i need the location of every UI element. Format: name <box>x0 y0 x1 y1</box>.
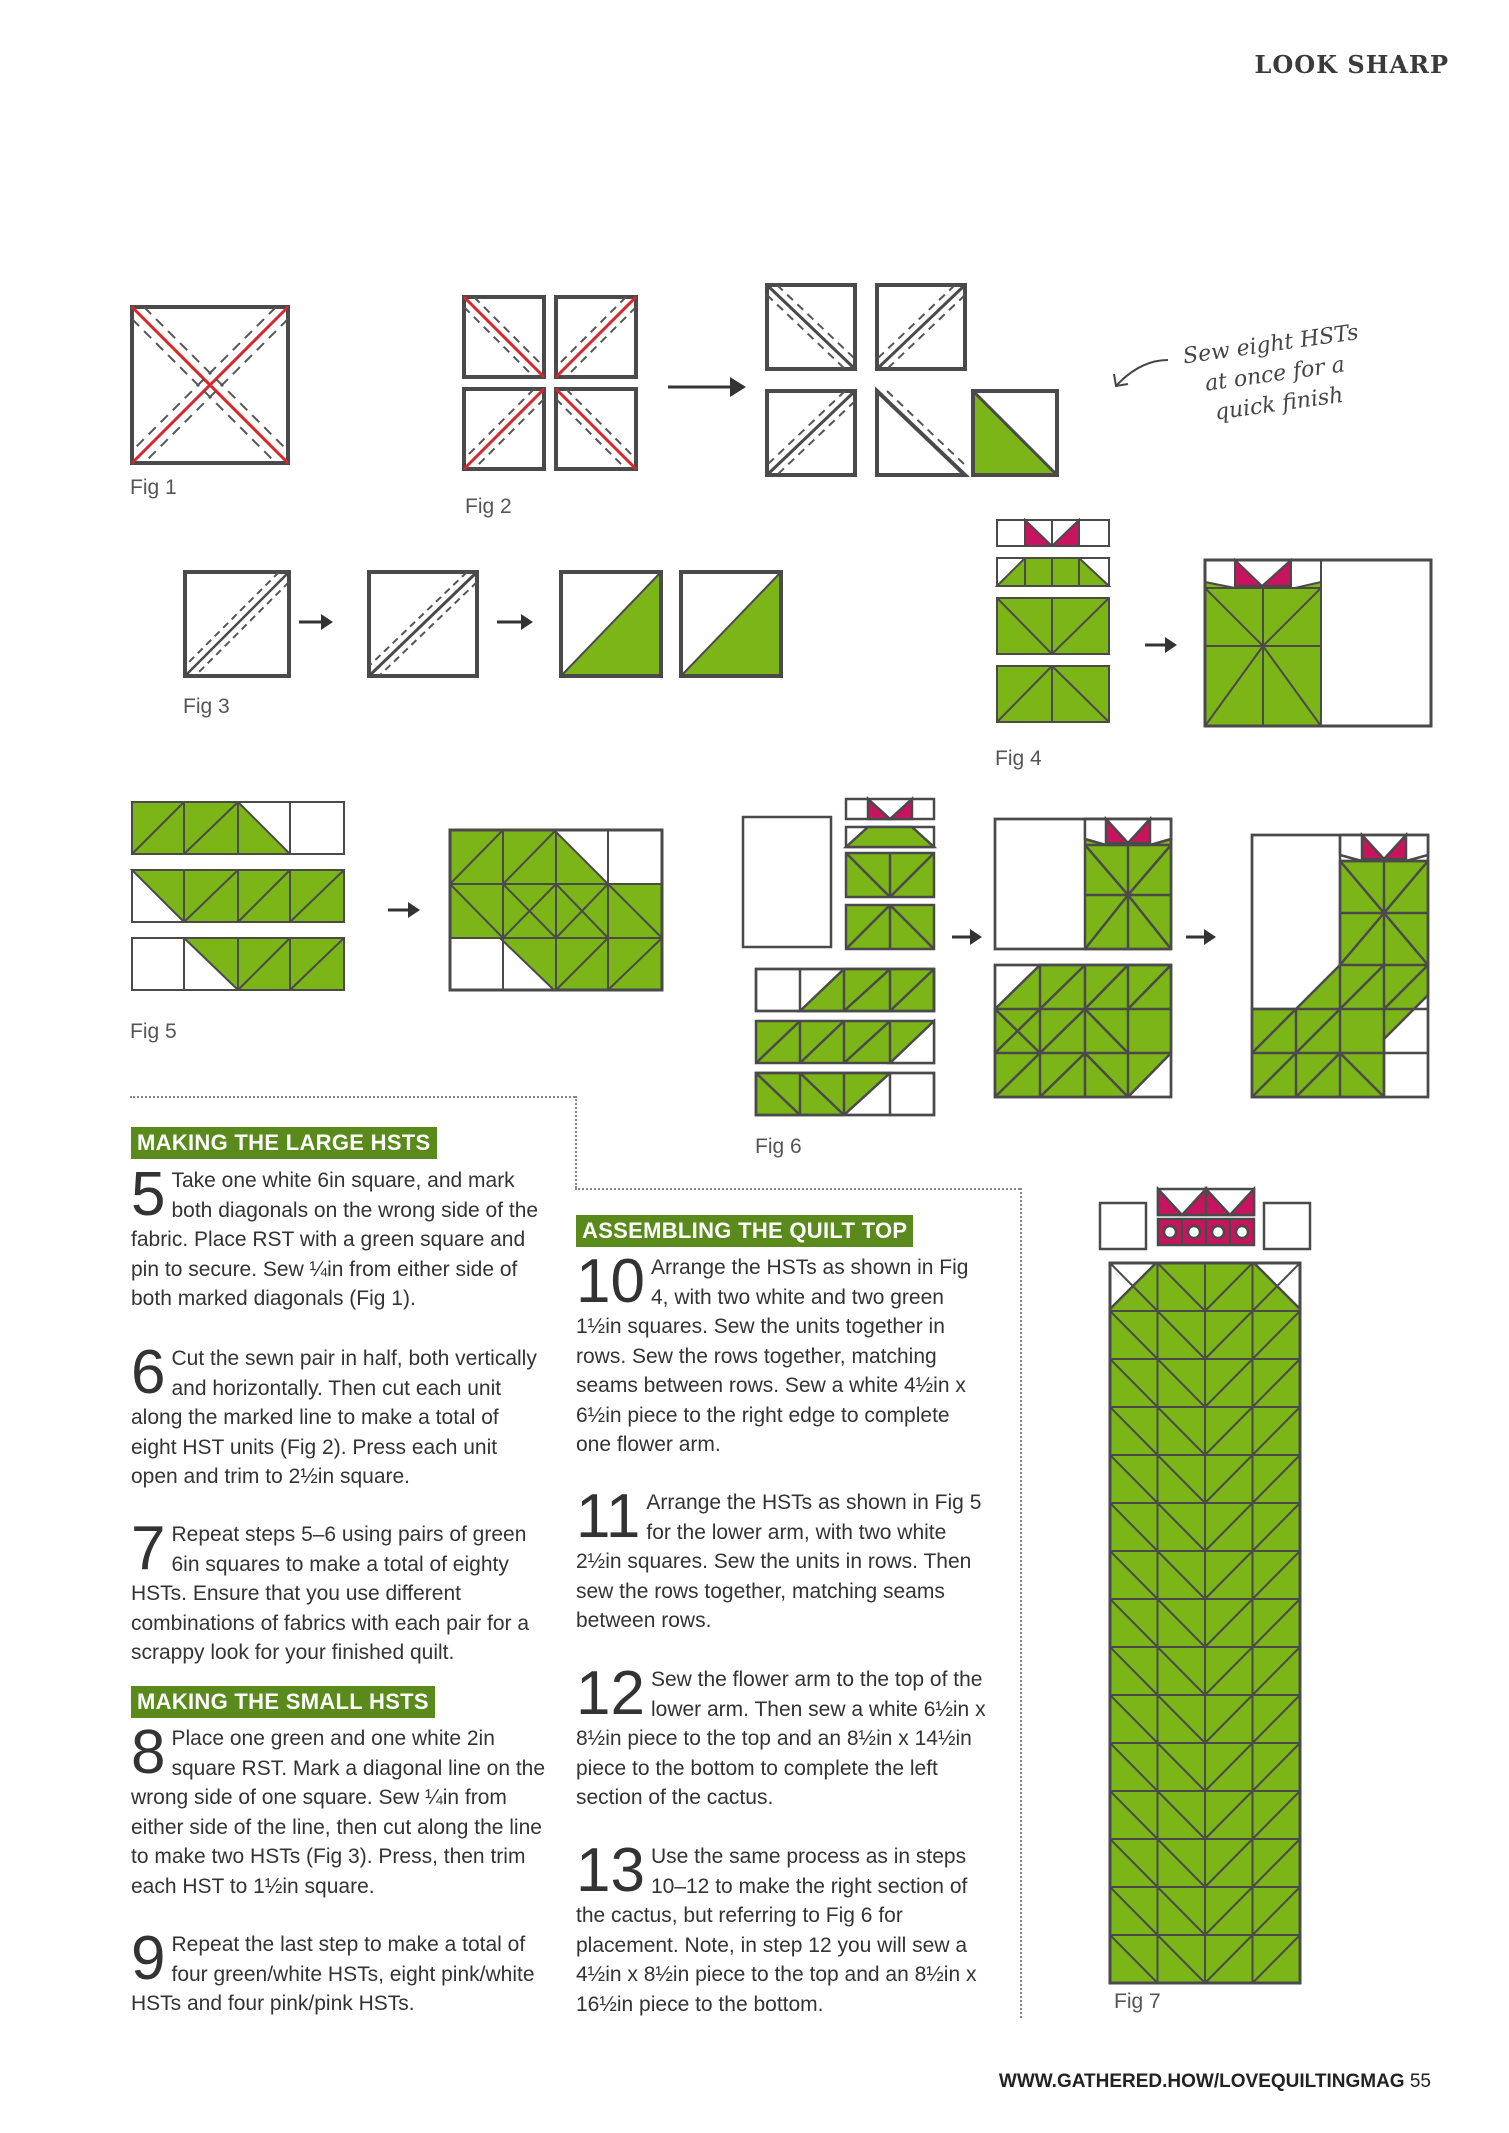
step-text: Cut the sewn pair in half, both vertically and horizontally. Then cut each unit along the marked line to make a total of eight HST units (Fig 2). Press each unit open and trim to 2½in square. <box>131 1347 537 1488</box>
step-number: 9 <box>131 1924 166 1993</box>
fig1-caption: Fig 1 <box>130 476 177 499</box>
step-10 <box>576 1247 986 1460</box>
fig6-caption: Fig 6 <box>755 1135 802 1158</box>
step-text: Arrange the HSTs as shown in Fig 5 for the lower arm, with two white 2½in squares. Sew the units in rows. Then sew the rows together, matching seams between rows. <box>576 1491 982 1632</box>
step-number: 5 <box>131 1160 166 1229</box>
step-number: 12 <box>576 1659 645 1728</box>
heading-assembling: ASSEMBLING THE QUILT TOP <box>576 1215 913 1247</box>
step-text: Sew the flower arm to the top of the lower arm. Then sew a white 6½in x 8½in piece to the top and an 8½in x 14½in piece to the bottom to complete the left section of the cactus. <box>576 1668 986 1809</box>
step-text: Use the same process as in steps 10–12 to make the right section of the cactus, but referring to Fig 6 for placement. Note, in step 12 you will sew a 4½in x 8½in piece to the top and an 8½in x 16½in piece to the bottom. <box>576 1845 977 2016</box>
fig2-result-diagram <box>765 283 1065 483</box>
fig7-caption: Fig 7 <box>1114 1990 1161 2013</box>
divider <box>130 1096 575 1098</box>
fig7-diagram <box>1098 1185 1312 1990</box>
divider <box>575 1188 1020 1190</box>
fig5-caption: Fig 5 <box>130 1020 177 1043</box>
step-number: 11 <box>576 1482 641 1551</box>
fig2-caption: Fig 2 <box>465 495 512 518</box>
handwritten-note: Sew eight HSTs at once for a quick finish <box>1181 320 1360 426</box>
step-text: Arrange the HSTs as shown in Fig 4, with two white and two green 1½in squares. Sew the units together in rows. Sew the rows together, matching seams between rows. Sew a white 4½in x 6½in piece to the right edge to complete one flower arm. <box>576 1256 969 1456</box>
fig5-diagram <box>130 800 670 1000</box>
fig3-diagram <box>183 570 803 682</box>
step-number: 10 <box>576 1247 645 1316</box>
step-12 <box>576 1659 986 1813</box>
step-number: 8 <box>131 1718 166 1787</box>
heading-small-hsts: MAKING THE SMALL HSTS <box>131 1686 435 1718</box>
fig1-diagram <box>130 305 290 465</box>
divider <box>1020 1188 1022 2018</box>
curved-arrow-icon <box>1110 352 1170 392</box>
step-number: 13 <box>576 1836 645 1905</box>
footer <box>999 2071 1431 2093</box>
footer-url: WWW.GATHERED.HOW/LOVEQUILTINGMAG <box>998 2071 1405 2092</box>
heading-large-hsts: MAKING THE LARGE HSTS <box>131 1127 437 1159</box>
fig6-diagram <box>740 795 1440 1107</box>
step-text: Take one white 6in square, and mark both diagonals on the wrong side of the fabric. Place RST with a green square and pin to secure. Sew ¼in from either side of both marked diagonals (Fig 1). <box>131 1169 539 1310</box>
arrow-right-icon <box>668 375 748 399</box>
step-13 <box>576 1836 986 2019</box>
step-8 <box>131 1718 546 1901</box>
fig2-diagram <box>462 295 638 471</box>
fig3-caption: Fig 3 <box>183 695 230 718</box>
fig4-diagram <box>995 518 1435 728</box>
step-9 <box>131 1924 546 2019</box>
step-6 <box>131 1338 546 1492</box>
step-7 <box>131 1514 546 1668</box>
divider <box>575 1096 577 1188</box>
step-5 <box>131 1160 546 1314</box>
section-header: LOOK SHARP <box>1254 50 1449 79</box>
step-text: Repeat the last step to make a total of four green/white HSTs, eight pink/white HSTs and four pink/pink HSTs. <box>131 1933 535 2015</box>
fig4-caption: Fig 4 <box>995 747 1042 770</box>
step-number: 6 <box>131 1338 166 1407</box>
step-text: Repeat steps 5–6 using pairs of green 6in squares to make a total of eighty HSTs. Ensure that you use different combinations of fabrics with each pair for a scrappy look for your finished quilt. <box>131 1523 530 1664</box>
step-text: Place one green and one white 2in square RST. Mark a diagonal line on the wrong side of one square. Sew ¼in from either side of the line, then cut along the line to make two HSTs (Fig 3). Press, then trim each HST to 1½in square. <box>131 1727 546 1898</box>
step-number: 7 <box>131 1514 166 1583</box>
page-number: 55 <box>1409 2071 1431 2092</box>
step-11 <box>576 1482 986 1636</box>
